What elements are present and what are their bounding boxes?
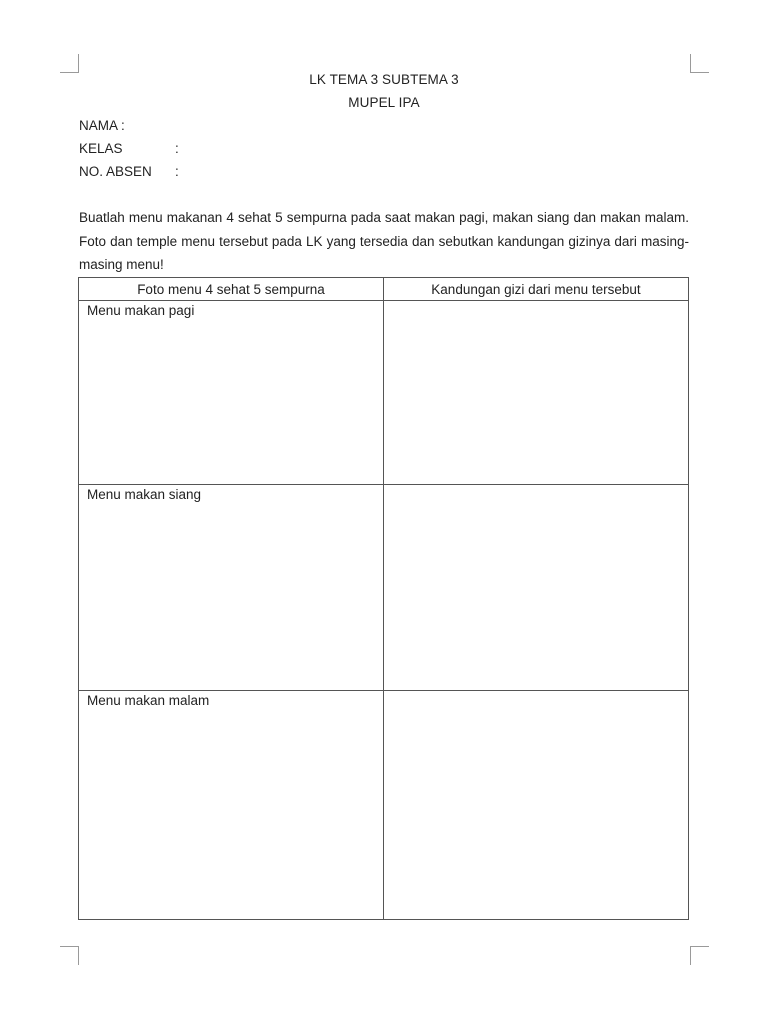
field-absen-label: NO. ABSEN	[79, 164, 152, 179]
table-header-row	[79, 278, 689, 301]
field-nama-label: NAMA :	[79, 118, 125, 133]
cell-menu-siang[interactable]: Menu makan siang	[79, 484, 384, 690]
table-row	[79, 301, 689, 485]
cell-menu-pagi[interactable]: Menu makan pagi	[79, 301, 384, 485]
corner-mark-bottom-left	[60, 946, 79, 965]
field-kelas-label: KELAS	[79, 141, 123, 156]
document-subtitle: MUPEL IPA	[348, 95, 420, 110]
document-title: LK TEMA 3 SUBTEMA 3	[309, 72, 459, 87]
instruction-paragraph: Buatlah menu makanan 4 sehat 5 sempurna pada saat makan pagi, makan siang dan makan malam. Foto dan temple menu tersebut pada LK yang tersedia dan sebutkan kandungan gizinya dari masing-masing menu!	[79, 210, 689, 272]
corner-mark-top-left	[60, 54, 79, 73]
header-foto-menu: Foto menu 4 sehat 5 sempurna	[79, 278, 384, 301]
field-nama[interactable]	[79, 118, 125, 133]
cell-gizi-siang[interactable]	[384, 484, 689, 690]
worksheet-table	[78, 277, 689, 920]
cell-gizi-malam[interactable]	[384, 690, 689, 919]
corner-mark-top-right	[690, 54, 709, 73]
table-row	[79, 690, 689, 919]
cell-gizi-pagi[interactable]	[384, 301, 689, 485]
header-kandungan-gizi: Kandungan gizi dari menu tersebut	[384, 278, 689, 301]
cell-menu-malam[interactable]: Menu makan malam	[79, 690, 384, 919]
field-absen[interactable]	[79, 164, 179, 179]
corner-mark-bottom-right	[690, 946, 709, 965]
field-absen-colon: :	[175, 164, 179, 179]
field-kelas-colon: :	[175, 141, 179, 156]
field-kelas[interactable]	[79, 141, 179, 156]
table-row	[79, 484, 689, 690]
